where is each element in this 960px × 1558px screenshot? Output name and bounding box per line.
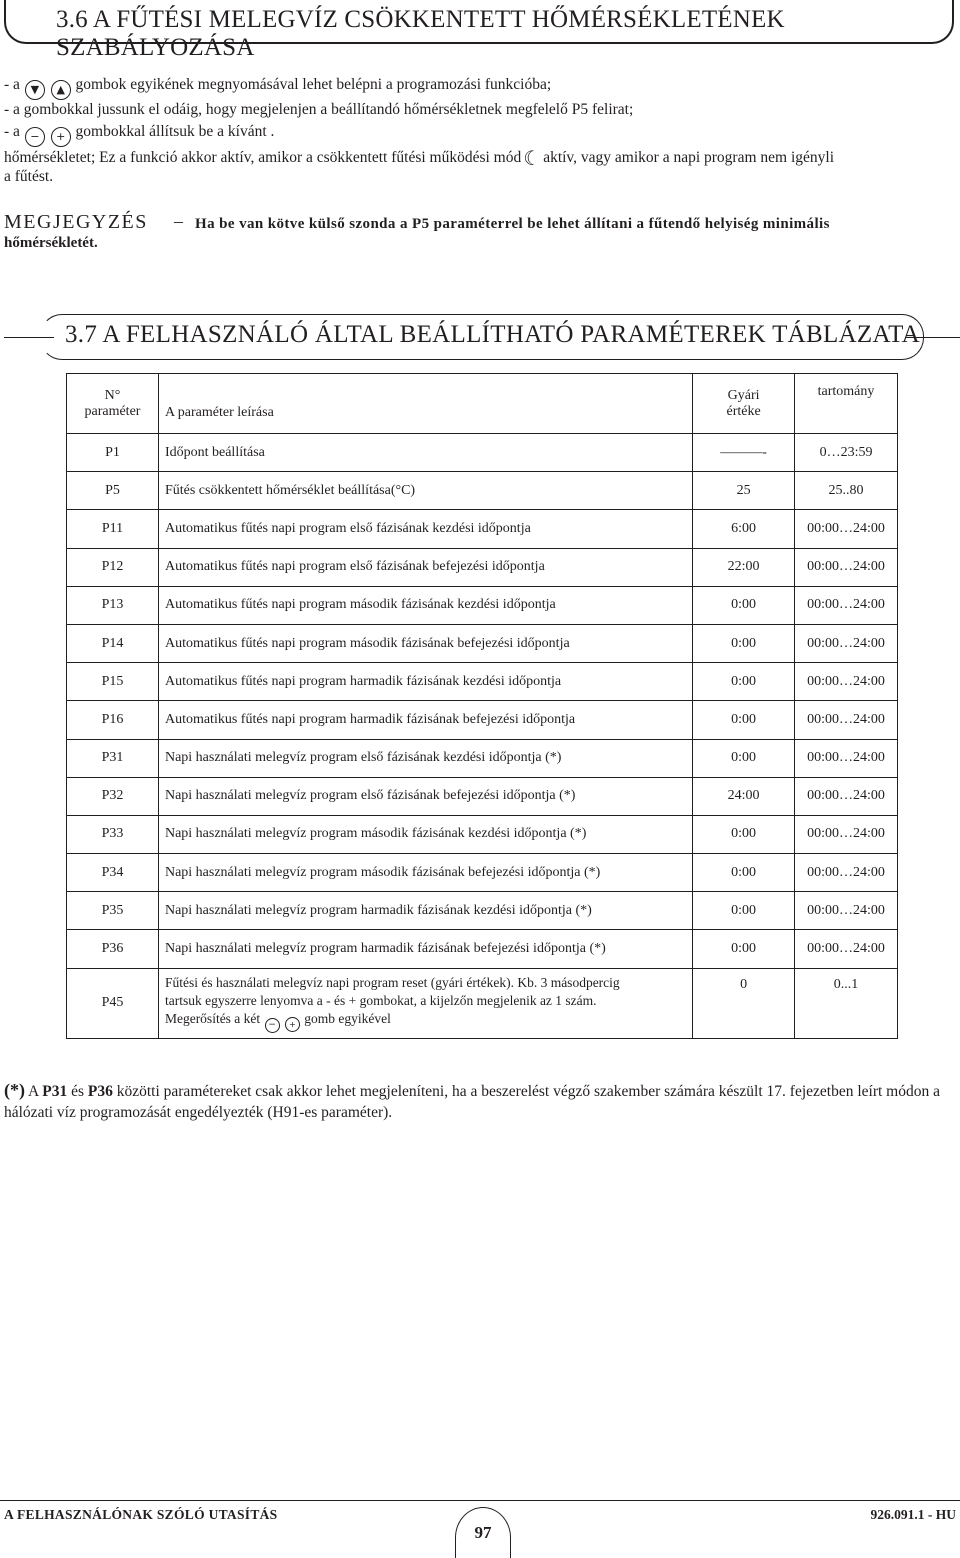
table-header-row <box>67 374 898 434</box>
param-default: 0:00 <box>693 586 795 624</box>
table-row <box>67 510 898 548</box>
param-range: 00:00…24:00 <box>795 854 898 892</box>
param-default: 0:00 <box>693 663 795 701</box>
param-description: Napi használati melegvíz program harmadik fázisának befejezési időpontja (*) <box>158 930 692 968</box>
table-row <box>67 892 898 930</box>
param-range: 00:00…24:00 <box>795 892 898 930</box>
param-range: 00:00…24:00 <box>795 586 898 624</box>
table-row <box>67 663 898 701</box>
param-number: P15 <box>67 663 159 701</box>
param-default: 0:00 <box>693 624 795 662</box>
header-default: Gyári értéke <box>693 374 795 434</box>
param-default: 22:00 <box>693 548 795 586</box>
param-description: Napi használati melegvíz program első fázisának kezdési időpontja (*) <box>158 739 692 777</box>
param-default: 0 <box>693 968 795 1038</box>
param-number: P36 <box>67 930 159 968</box>
param-range: 00:00…24:00 <box>795 815 898 853</box>
param-description: Automatikus fűtés napi program második fázisának kezdési időpontja <box>158 586 692 624</box>
plus-button-icon: + <box>285 1017 300 1032</box>
param-default: 6:00 <box>693 510 795 548</box>
footer-rule <box>0 1500 960 1501</box>
instruction-line-5: a fűtést. <box>4 168 54 185</box>
param-number: P45 <box>67 968 159 1038</box>
footer-left-text: A FELHASZNÁLÓNAK SZÓLÓ UTASÍTÁS <box>4 1507 278 1522</box>
note-text-line-2: hőmérsékletét. <box>4 235 98 251</box>
param-number: P13 <box>67 586 159 624</box>
param-description: Automatikus fűtés napi program első fázisának befejezési időpontja <box>158 548 692 586</box>
plus-button-icon: + <box>51 127 71 147</box>
param-default: 0:00 <box>693 930 795 968</box>
minus-button-icon: − <box>265 1018 280 1033</box>
table-row <box>67 548 898 586</box>
param-range: 25..80 <box>795 472 898 510</box>
param-range: 00:00…24:00 <box>795 663 898 701</box>
param-range: 00:00…24:00 <box>795 701 898 739</box>
param-default: 0:00 <box>693 854 795 892</box>
param-description: Automatikus fűtés napi program második fázisának befejezési időpontja <box>158 624 692 662</box>
instruction-line-3: - a − + gombokkal állítsuk be a kívánt . <box>4 123 274 147</box>
footer-document-code: 926.091.1 - HU <box>870 1507 956 1522</box>
moon-icon: ☾ <box>523 146 542 170</box>
note-text-line-1: Ha be van kötve külső szonda a P5 paraméterrel be lehet állítani a fűtendő helyiség minimális <box>195 216 830 232</box>
param-number: P33 <box>67 815 159 853</box>
table-row <box>67 586 898 624</box>
param-description: Napi használati melegvíz program második fázisának befejezési időpontja (*) <box>158 854 692 892</box>
table-body <box>67 434 898 969</box>
note-heading: MEGJEGYZÉS <box>4 211 148 233</box>
minus-button-icon: − <box>25 127 45 147</box>
param-description: Fűtés csökkentett hőmérséklet beállítása(°C) <box>158 472 692 510</box>
parameter-table <box>66 373 898 1039</box>
down-button-icon: ▼ <box>25 80 45 100</box>
param-description: Automatikus fűtés napi program első fázisának kezdési időpontja <box>158 510 692 548</box>
param-number: P1 <box>67 434 159 472</box>
section2-title: 3.7 A FELHASZNÁLÓ ÁLTAL BEÁLLÍTHATÓ PARAMÉTEREK TÁBLÁZATA <box>65 321 920 348</box>
param-default: 0:00 <box>693 739 795 777</box>
param-description: Időpont beállítása <box>158 434 692 472</box>
table-row <box>67 701 898 739</box>
param-range: 00:00…24:00 <box>795 777 898 815</box>
table-row <box>67 472 898 510</box>
param-number: P32 <box>67 777 159 815</box>
param-description: Automatikus fűtés napi program harmadik fázisának befejezési időpontja <box>158 701 692 739</box>
param-default: 24:00 <box>693 777 795 815</box>
param-number: P14 <box>67 624 159 662</box>
param-description: Napi használati melegvíz program első fázisának befejezési időpontja (*) <box>158 777 692 815</box>
table-row <box>67 854 898 892</box>
table-row <box>67 777 898 815</box>
param-number: P11 <box>67 510 159 548</box>
section-title: 3.6 A FŰTÉSI MELEGVÍZ CSÖKKENTETT HŐMÉRSÉKLETÉNEK SZABÁLYOZÁSA <box>56 6 785 61</box>
table-row <box>67 434 898 472</box>
param-description: Napi használati melegvíz program második fázisának kezdési időpontja (*) <box>158 815 692 853</box>
param-number: P35 <box>67 892 159 930</box>
param-description: Napi használati melegvíz program harmadik fázisának kezdési időpontja (*) <box>158 892 692 930</box>
table-row <box>67 930 898 968</box>
param-range: 00:00…24:00 <box>795 739 898 777</box>
param-description: Automatikus fűtés napi program harmadik fázisának kezdési időpontja <box>158 663 692 701</box>
param-number: P31 <box>67 739 159 777</box>
up-button-icon: ▲ <box>51 80 71 100</box>
table-row <box>67 739 898 777</box>
param-default: 25 <box>693 472 795 510</box>
header-param-number: N° paraméter <box>67 374 159 434</box>
param-description: Fűtési és használati melegvíz napi program reset (gyári értékek). Kb. 3 másodpercig tartsuk egyszerre lenyomva a - és + gombokat, a kijelzőn megjelenik az 1 szám. Megerősítés a két − + gomb egyikével <box>158 968 692 1038</box>
param-number: P34 <box>67 854 159 892</box>
param-default: 0:00 <box>693 892 795 930</box>
param-number: P16 <box>67 701 159 739</box>
page-number: 97 <box>455 1507 511 1558</box>
section-title-box <box>4 0 954 61</box>
param-number: P5 <box>67 472 159 510</box>
param-range: 00:00…24:00 <box>795 510 898 548</box>
param-range: 0…23:59 <box>795 434 898 472</box>
param-number: P12 <box>67 548 159 586</box>
instruction-line-4: hőmérsékletet; Ez a funkció akkor aktív, amikor a csökkentett fűtési működési mód ☾ aktív, vagy amikor a napi program nem igényli <box>4 146 835 170</box>
table-row <box>67 624 898 662</box>
instruction-line-2: - a gombokkal jussunk el odáig, hogy megjelenjen a beállítandó hőmérsékletnek megfelelő P5 felirat; <box>4 101 634 118</box>
param-range: 00:00…24:00 <box>795 930 898 968</box>
note-dash: – <box>174 211 183 231</box>
param-default: 0:00 <box>693 815 795 853</box>
table-row-p45 <box>67 968 898 1038</box>
table-row <box>67 815 898 853</box>
param-default: 0:00 <box>693 701 795 739</box>
instruction-line-1: - a ▼ ▲ gombok egyikének megnyomásával lehet belépni a programozási funkcióba; <box>4 76 551 100</box>
footnote: (*) A P31 és P36 közötti paramétereket csak akkor lehet megjeleníteni, ha a beszerelést végző szakember számára készült 17. fejezetben leírt módon a hálózati víz programozását engedélyezték (H91-es paraméter). <box>4 1080 940 1121</box>
param-default: ———- <box>693 434 795 472</box>
header-range: tartomány <box>795 374 898 434</box>
header-description: A paraméter leírása <box>158 374 692 434</box>
param-range: 00:00…24:00 <box>795 624 898 662</box>
param-range: 0...1 <box>795 968 898 1038</box>
param-range: 00:00…24:00 <box>795 548 898 586</box>
